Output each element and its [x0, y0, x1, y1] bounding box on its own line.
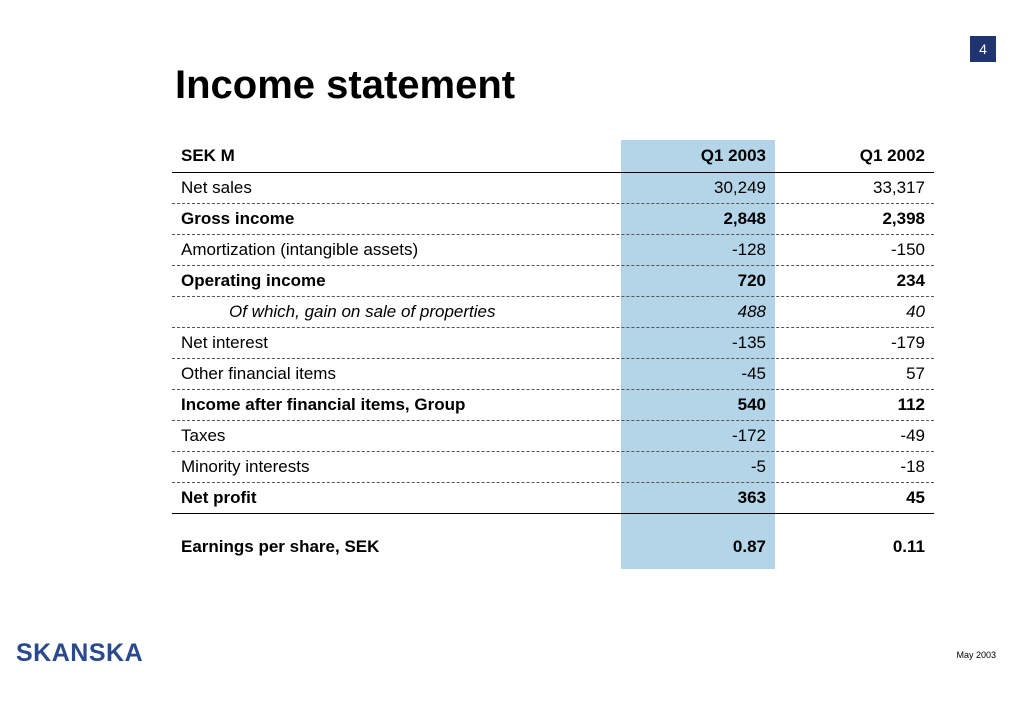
row-value-q1-2003: -45	[741, 364, 766, 383]
skanska-logo: SKANSKA	[16, 639, 144, 667]
table-row	[172, 266, 934, 297]
table-row	[172, 297, 934, 328]
table-row	[172, 328, 934, 359]
row-value-q1-2002: 112	[897, 395, 925, 414]
page-number-badge: 4	[970, 36, 996, 62]
row-value-q1-2002: 45	[906, 488, 925, 507]
income-statement-table	[172, 140, 934, 562]
table-row	[172, 452, 934, 483]
page-title: Income statement	[175, 63, 516, 107]
row-label: Net profit	[181, 488, 257, 507]
row-value-q1-2003: 540	[737, 395, 766, 414]
row-value-q1-2002: 33,317	[873, 178, 925, 197]
table-row	[172, 359, 934, 390]
row-value-q1-2003: 720	[737, 271, 766, 290]
row-value-q1-2003: -135	[731, 333, 766, 352]
row-value-q1-2002: 2,398	[882, 209, 925, 228]
header-q1-2002: Q1 2002	[859, 146, 925, 165]
header-label: SEK M	[181, 146, 235, 165]
table-row	[172, 235, 934, 266]
row-value-q1-2002: -150	[890, 240, 925, 259]
row-label: Taxes	[181, 426, 226, 445]
table-row	[172, 173, 934, 204]
row-value-q1-2002: 57	[906, 364, 925, 383]
row-label: Net sales	[181, 178, 252, 197]
row-label: Amortization (intangible assets)	[181, 240, 419, 259]
table-row	[172, 204, 934, 235]
row-value-q1-2003: 2,848	[723, 209, 766, 228]
row-label: Gross income	[181, 209, 295, 228]
row-value-q1-2002: -49	[900, 426, 925, 445]
row-value-q1-2002: 234	[896, 271, 925, 290]
row-label: Operating income	[181, 271, 326, 290]
eps-label: Earnings per share, SEK	[181, 536, 380, 556]
row-value-q1-2003: 488	[737, 302, 766, 321]
row-value-q1-2003: 363	[737, 488, 766, 507]
row-value-q1-2003: 30,249	[714, 178, 766, 197]
row-value-q1-2002: -18	[900, 457, 925, 476]
row-label: Minority interests	[181, 457, 310, 476]
row-label: Other financial items	[181, 364, 336, 383]
table-spacer	[172, 514, 934, 531]
eps-value-q1-2002: 0.11	[892, 536, 925, 556]
row-value-q1-2003: -5	[750, 457, 766, 476]
table-row	[172, 421, 934, 452]
row-label: Of which, gain on sale of properties	[229, 302, 496, 321]
eps-row	[172, 531, 934, 562]
table-header-row	[172, 140, 934, 173]
table-row	[172, 483, 934, 514]
row-value-q1-2003: -172	[731, 426, 766, 445]
footer-date: May 2003	[956, 650, 996, 660]
row-value-q1-2002: 40	[906, 302, 925, 321]
row-value-q1-2003: -128	[731, 240, 766, 259]
eps-value-q1-2003: 0.87	[732, 536, 766, 556]
table-row	[172, 390, 934, 421]
row-label: Income after financial items, Group	[181, 395, 466, 414]
header-q1-2003: Q1 2003	[700, 146, 766, 165]
row-label: Net interest	[181, 333, 268, 352]
row-value-q1-2002: -179	[890, 333, 925, 352]
